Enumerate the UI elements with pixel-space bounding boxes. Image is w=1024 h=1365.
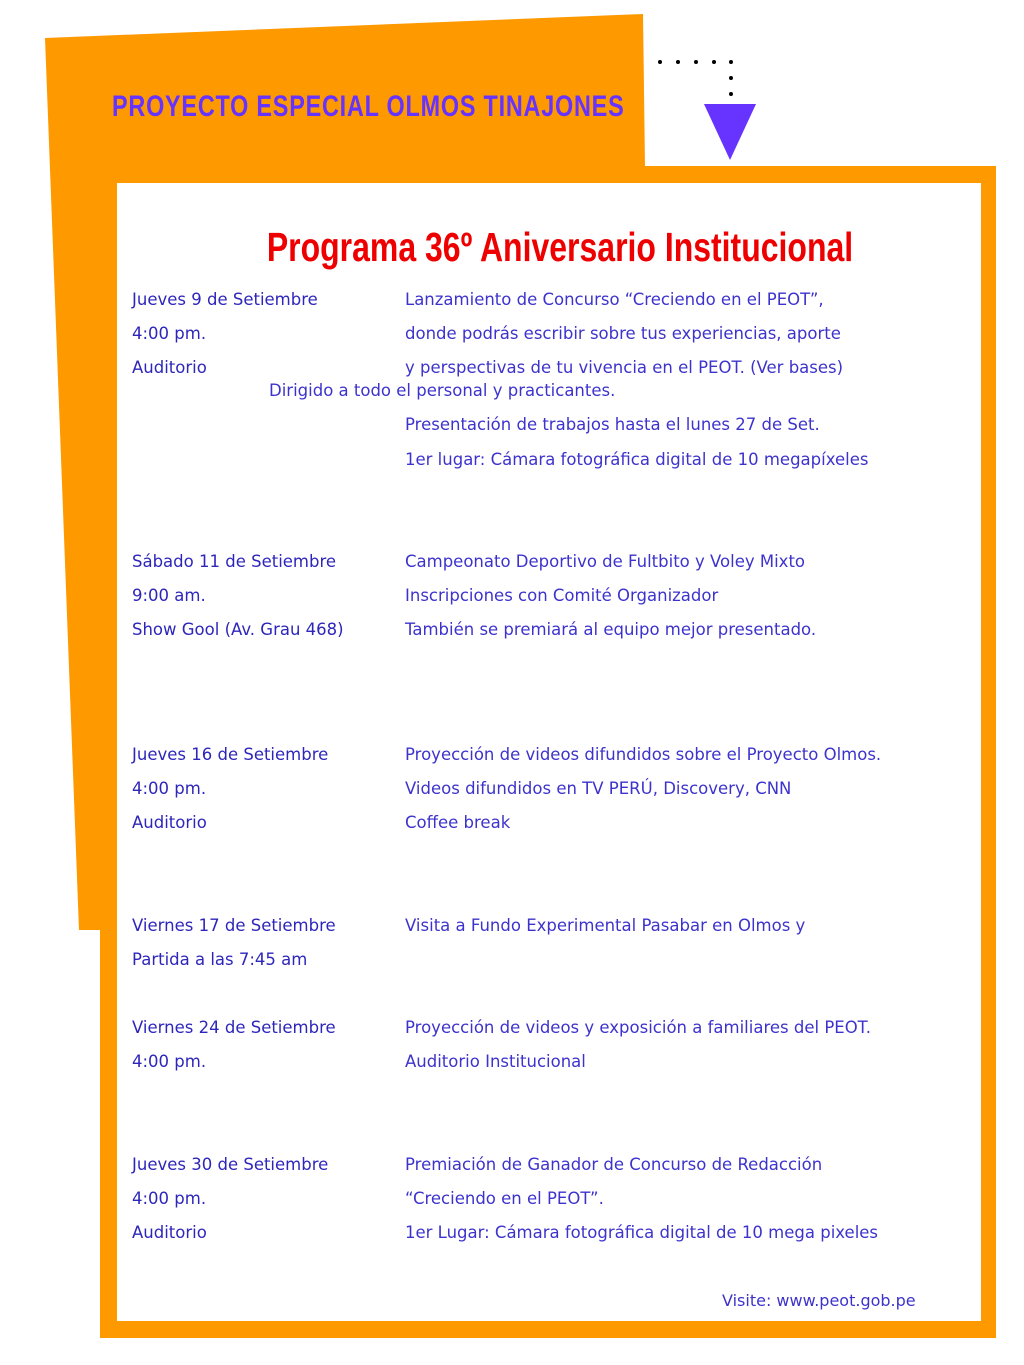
- event-date: Jueves 9 de Setiembre: [132, 290, 318, 309]
- event-description: y perspectivas de tu vivencia en el PEOT. (Ver bases): [405, 358, 844, 377]
- event-note: Dirigido a todo el personal y practicantes.: [269, 381, 616, 400]
- leader-dot: [694, 60, 698, 64]
- leader-dot: [658, 60, 662, 64]
- event-time: 4:00 pm.: [132, 324, 207, 343]
- event-place: Auditorio: [132, 1223, 207, 1242]
- event-description: Auditorio Institucional: [405, 1052, 586, 1071]
- event-description: Proyección de videos y exposición a familiares del PEOT.: [405, 1018, 872, 1037]
- website-link[interactable]: Visite: www.peot.gob.pe: [722, 1291, 916, 1310]
- header-title: PROYECTO ESPECIAL OLMOS TINAJONES: [112, 90, 625, 123]
- leader-dot: [729, 92, 733, 96]
- event-description: donde podrás escribir sobre tus experiencias, aporte: [405, 324, 841, 343]
- leader-dot: [729, 60, 733, 64]
- event-description: Presentación de trabajos hasta el lunes 27 de Set.: [405, 415, 820, 434]
- event-description: Videos difundidos en TV PERÚ, Discovery, CNN: [405, 779, 792, 798]
- event-date: Jueves 16 de Setiembre: [132, 745, 329, 764]
- event-date: Viernes 17 de Setiembre: [132, 916, 336, 935]
- event-date: Jueves 30 de Setiembre: [132, 1155, 329, 1174]
- leader-dot: [676, 60, 680, 64]
- event-description: 1er lugar: Cámara fotográfica digital de 10 megapíxeles: [405, 450, 869, 469]
- event-description: También se premiará al equipo mejor presentado.: [405, 620, 817, 639]
- event-description: Premiación de Ganador de Concurso de Redacción: [405, 1155, 823, 1174]
- event-description: Campeonato Deportivo de Fultbito y Voley Mixto: [405, 552, 806, 571]
- down-arrow-icon: [704, 104, 756, 160]
- event-time: 4:00 pm.: [132, 1189, 207, 1208]
- event-place: Auditorio: [132, 813, 207, 832]
- event-description: “Creciendo en el PEOT”.: [405, 1189, 604, 1208]
- event-place: Auditorio: [132, 358, 207, 377]
- event-date: Sábado 11 de Setiembre: [132, 552, 337, 571]
- event-description: Lanzamiento de Concurso “Creciendo en el PEOT”,: [405, 290, 824, 309]
- event-description: Visita a Fundo Experimental Pasabar en Olmos y: [405, 916, 806, 935]
- event-time: 4:00 pm.: [132, 779, 207, 798]
- event-description: Inscripciones con Comité Organizador: [405, 586, 719, 605]
- event-time: Partida a las 7:45 am: [132, 950, 308, 969]
- program-title: Programa 36º Aniversario Institucional: [266, 224, 854, 270]
- event-time: 9:00 am.: [132, 586, 206, 605]
- event-description: Proyección de videos difundidos sobre el Proyecto Olmos.: [405, 745, 882, 764]
- leader-dot: [729, 76, 733, 80]
- event-description: 1er Lugar: Cámara fotográfica digital de 10 mega pixeles: [405, 1223, 879, 1242]
- event-date: Viernes 24 de Setiembre: [132, 1018, 336, 1037]
- event-place: Show Gool (Av. Grau 468): [132, 620, 344, 639]
- event-description: Coffee break: [405, 813, 511, 832]
- leader-dot: [712, 60, 716, 64]
- event-time: 4:00 pm.: [132, 1052, 207, 1071]
